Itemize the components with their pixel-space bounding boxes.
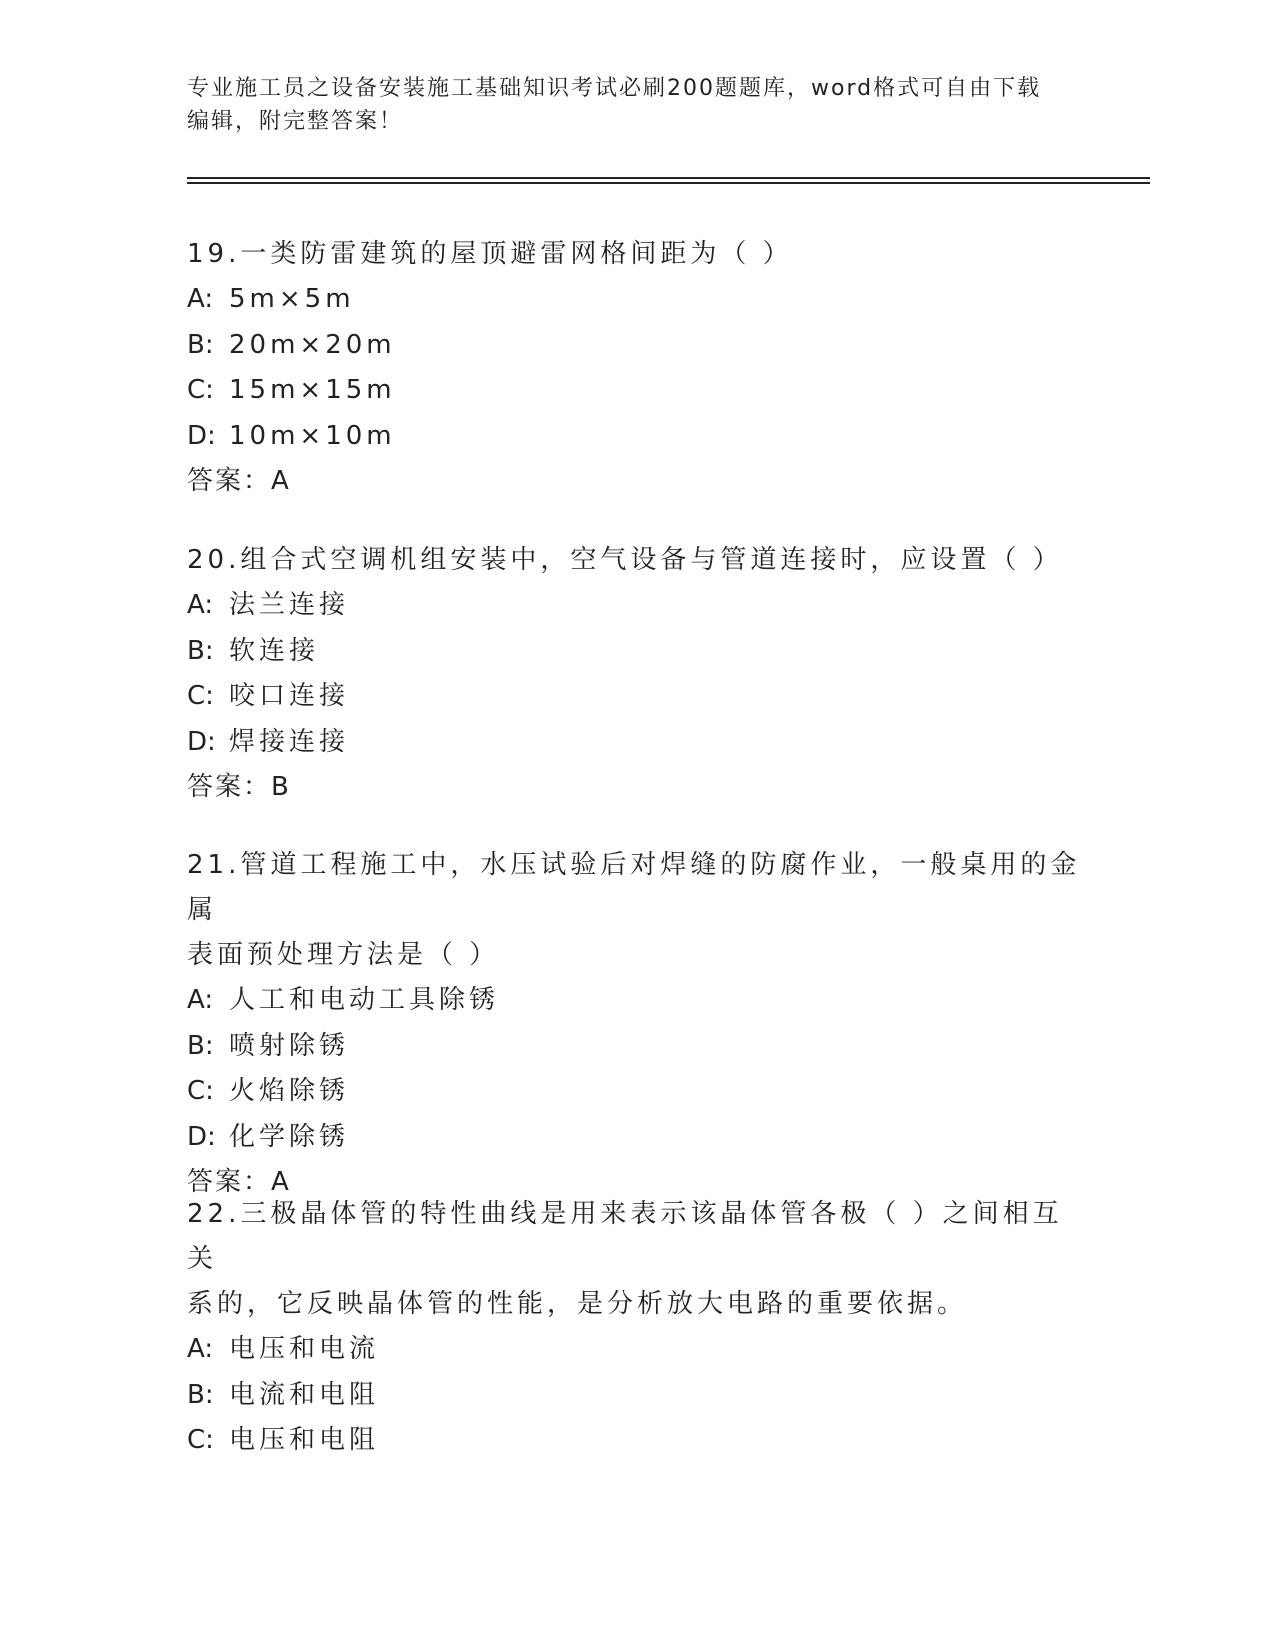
- header-divider-top: [187, 177, 1150, 179]
- option-d: [187, 1115, 1087, 1161]
- option-key: A:: [187, 590, 214, 620]
- option-c: [187, 674, 1087, 720]
- answer-value: A: [271, 1167, 289, 1197]
- header-divider-bottom: [187, 182, 1150, 184]
- option-a: [187, 1327, 1087, 1373]
- option-text: 电流和电阻: [229, 1379, 380, 1410]
- option-text: 焊接连接: [229, 726, 350, 757]
- option-key: A:: [187, 284, 214, 314]
- option-key: C:: [187, 375, 214, 405]
- option-d: [187, 414, 1087, 460]
- answer-line: [187, 765, 1087, 810]
- option-key: D:: [187, 726, 216, 757]
- option-key: D:: [187, 1121, 216, 1152]
- option-a: [187, 583, 1087, 629]
- option-key: C:: [187, 681, 214, 711]
- option-b: [187, 1373, 1087, 1419]
- header-line-2: 编辑，附完整答案！: [187, 109, 404, 134]
- option-text: 软连接: [229, 635, 320, 666]
- question-stem-line-1: 22.三极晶体管的特性曲线是用来表示该晶体管各极（ ）之间相互关: [187, 1199, 1063, 1274]
- option-key: C:: [187, 1425, 214, 1455]
- option-text: 火焰除锈: [229, 1076, 350, 1106]
- option-text: 10m×10m: [229, 420, 396, 451]
- answer-value: B: [271, 772, 289, 802]
- option-b: [187, 629, 1087, 675]
- answer-label: 答案：: [187, 466, 272, 496]
- option-text: 电压和电阻: [229, 1425, 380, 1455]
- option-text: 5m×5m: [229, 284, 355, 314]
- question-22: [187, 1192, 1087, 1464]
- option-text: 20m×20m: [229, 329, 396, 360]
- option-key: D:: [187, 420, 216, 451]
- option-key: B:: [187, 635, 214, 666]
- option-text: 喷射除锈: [229, 1030, 350, 1061]
- header-line-1: 专业施工员之设备安装施工基础知识考试必刷200题题库，word格式可自由下载: [187, 76, 1042, 101]
- document-header: [187, 72, 1067, 138]
- option-key: A:: [187, 985, 214, 1015]
- option-key: B:: [187, 1030, 214, 1061]
- option-key: C:: [187, 1076, 214, 1106]
- option-c: [187, 368, 1087, 414]
- answer-label: 答案：: [187, 1167, 272, 1197]
- answer-value: A: [271, 466, 289, 496]
- option-c: [187, 1069, 1087, 1115]
- option-a: [187, 277, 1087, 323]
- question-21: [187, 843, 1087, 1205]
- option-key: A:: [187, 1334, 214, 1364]
- option-b: [187, 323, 1087, 369]
- option-d: [187, 720, 1087, 766]
- question-stem: 19.一类防雷建筑的屋顶避雷网格间距为（ ）: [187, 239, 793, 269]
- option-text: 法兰连接: [229, 590, 350, 620]
- option-text: 化学除锈: [229, 1121, 350, 1152]
- answer-label: 答案：: [187, 772, 272, 802]
- option-text: 15m×15m: [229, 375, 396, 405]
- option-b: [187, 1024, 1087, 1070]
- option-text: 咬口连接: [229, 681, 350, 711]
- question-stem-line-2: 系的，它反映晶体管的性能，是分析放大电路的重要依据。: [187, 1289, 968, 1319]
- question-19: [187, 232, 1087, 504]
- question-stem-line-1: 21.管道工程施工中，水压试验后对焊缝的防腐作业，一般桌用的金属: [187, 850, 1081, 925]
- option-text: 人工和电动工具除锈: [229, 985, 500, 1015]
- answer-line: [187, 459, 1087, 504]
- question-stem-line-2: 表面预处理方法是（ ）: [187, 940, 500, 970]
- question-20: [187, 538, 1087, 810]
- option-c: [187, 1418, 1087, 1464]
- option-key: B:: [187, 1379, 214, 1410]
- option-text: 电压和电流: [229, 1334, 380, 1364]
- option-key: B:: [187, 329, 214, 360]
- question-stem: 20.组合式空调机组安装中，空气设备与管道连接时，应设置（ ）: [187, 545, 1063, 575]
- option-a: [187, 978, 1087, 1024]
